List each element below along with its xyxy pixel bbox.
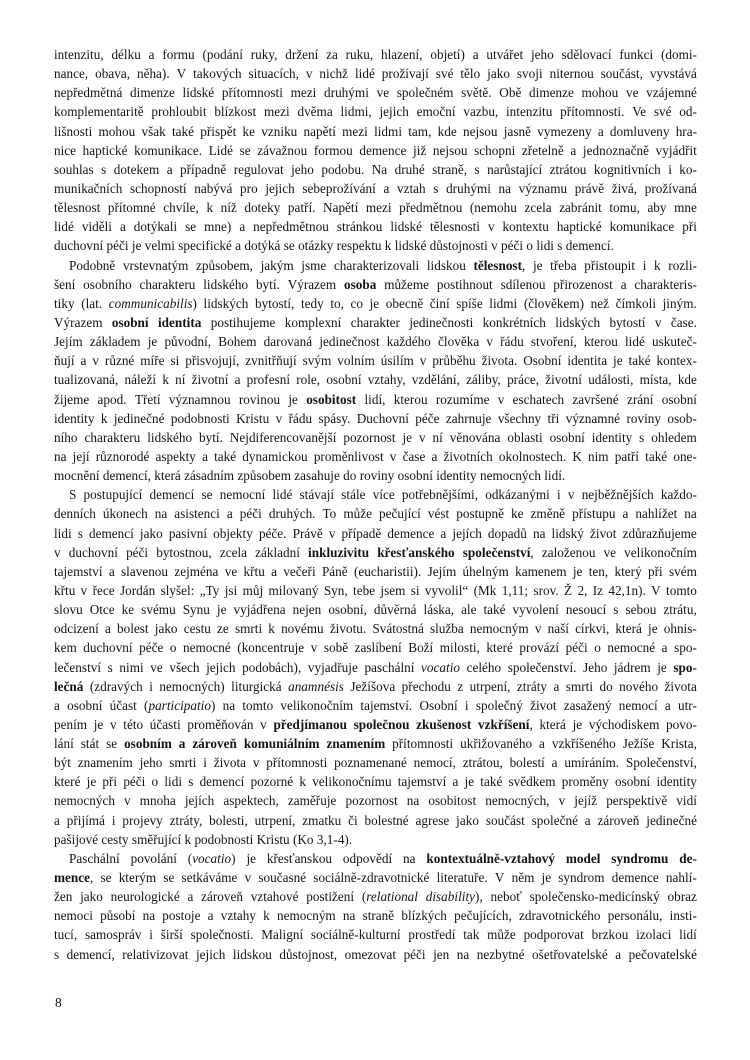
text-line: kem duchovní péče o nemocné (koncentruje v sobě zaslíbení Boží milosti, které provází péči o nemocné a spo- bbox=[54, 640, 697, 656]
text-line: lidi s demencí jako pasivní objekty péče. Právě v případě demence a jejích dopadů na lidský život zdůrazňujeme bbox=[54, 525, 697, 541]
text-line: tělesnost přítomné chvíle, k níž doteky patří. Napětí mezi předmětnou (nemohu zcela zabránit tomu, aby mne bbox=[54, 200, 697, 216]
text-line: v duchovní péči bytostnou, zcela základní inkluzivitu křesťanského společenství, založenou ve velikonočním bbox=[54, 544, 697, 560]
text-line: lečenství s nimi ve všech jejich podobách), vyjadřuje paschální vocatio celého společenství. Jeho jádrem je spo- bbox=[54, 659, 697, 675]
text-line: nance, obava, něha). V takových situacích, v nichž lidé prožívají své tělo jako svoji niternou součást, vyvstává bbox=[54, 66, 697, 82]
text-line: šení osobního charakteru lidského bytí. Výrazem osoba můžeme postihnout sdílenou přirozenost a charakteris- bbox=[54, 276, 697, 292]
text-line: odcizení a bolest jako cestu ze smrti k novému životu. Svátostná služba nemocným v naší církvi, která je ohnis- bbox=[54, 621, 697, 637]
text-line: lidé viděli a dotýkali se mne) a nepředmětnou stránkou lidské tělesnosti v kontextu haptické komunikace při bbox=[54, 219, 697, 235]
text-line: Podobně vrstevnatým způsobem, jakým jsme charakterizovali lidskou tělesnost, je třeba přistoupit i k rozli- bbox=[69, 257, 697, 273]
text-line: Paschální povolání (vocatio) je křesťanskou odpovědí na kontextuálně-vztahový model syndromu de- bbox=[69, 850, 697, 866]
text-line: tajemství a slavenou zejména ve křtu a večeři Páně (eucharistii). Jejím úhelným kamenem je ten, který při svém bbox=[54, 563, 697, 579]
text-line: žen jako neurologické a zároveň vztahové postižení (relational disability), neboť společensko-medicínský obraz bbox=[54, 889, 697, 905]
text-line: S postupující demencí se nemocní lidé stávají stále více potřebnějšími, odkázanými i v nejběžnějších každo- bbox=[69, 487, 697, 503]
text-line: souhlas s dotekem a případně regulovat jeho podobu. Na druhé straně, s narůstající ztrátou kognitivních i ko- bbox=[54, 161, 697, 177]
text-line: nice haptické komunikace. Lidé se závažnou formou demence již nejsou schopni zřetelně a jednoznačně vyjádřit bbox=[54, 142, 697, 158]
text-line: tualizovaná, náleží k ní životní a profesní role, osobní vztahy, vzdělání, záliby, práce, životní události, místa, kde bbox=[54, 372, 697, 388]
text-line: denních úkonech na asistenci a péči druhých. To může pečující vést postupně ke změně přístupu a nahlížet na bbox=[54, 506, 697, 522]
text-line: nemocných v mnoha jejích aspektech, zaměřuje pozornost na osobitost nemocných, v jejíž perspektivě vidí bbox=[54, 793, 697, 809]
text-line: mence, se kterým se setkáváme v současné sociálně-zdravotnické literatuře. V něm je syndrom demence nahlí- bbox=[54, 870, 697, 886]
text-line: duchovní péči je velmi specifické a dotýká se otázky respektu k lidské důstojnosti v péči o lidi s demencí. bbox=[54, 238, 614, 254]
text-line: ňují a v různé míře si přisvojují, zvnitřňují svým volním úsilím v průběhu života. Osobní identita je také kontex- bbox=[54, 353, 697, 369]
text-line: nemoci působí na postoje a vztahy k nemocným na straně blízkých pečujících, zdravotnického personálu, insti- bbox=[54, 908, 697, 924]
text-line: lečná (zdravých i nemocných) liturgická anamnésis Ježíšova přechodu z utrpení, ztráty a smrti do nového života bbox=[54, 678, 697, 694]
text-line: které je při péči o lidi s demencí pozorné k velikonočnímu tajemství a je také svědkem proměny osobní identity bbox=[54, 774, 697, 790]
text-line: Jejím základem je původní, Bohem darovaná jedinečnost každého člověka v řádu stvoření, kterou lidé uskuteč- bbox=[54, 334, 697, 350]
text-line: lišnosti mohou však také přispět ke vzniku napětí mezi lidmi tam, kde nejsou jasně vymezeny a domluveny hra- bbox=[54, 123, 697, 139]
text-line: tucí, samospráv i širší společnosti. Maligní sociálně-kulturní prostředí tak může podporovat brzkou izolaci lidí bbox=[54, 927, 697, 943]
text-line: mocnění demencí, která zásadním způsobem zasahuje do roviny osobní identity nemocných lidí. bbox=[54, 468, 566, 484]
text-line: pením je v této účasti proměňován v předjímanou společnou zkušenost vzkříšení, která je východiskem povo- bbox=[54, 716, 697, 732]
text-line: komplementaritě prohloubit blízkost mezi dvěma lidmi, jejich emoční vazbu, intenzitu přítomnosti. Ve své od- bbox=[54, 104, 697, 120]
page-number: 8 bbox=[55, 995, 62, 1010]
text-line: tiky (lat. communicabilis) lidských bytostí, tedy to, co je obecně činí spíše lidmi (člověkem) než čímkoli jiným. bbox=[54, 295, 697, 311]
body-text bbox=[54, 45, 697, 964]
text-line: lání stát se osobním a zároveň komuniálním znamením přítomnosti ukřižovaného a vzkříšeného Ježíše Krista, bbox=[54, 736, 697, 752]
text-line: Výrazem osobní identita postihujeme komplexní charakter jedinečnosti konkrétních lidských bytostí v čase. bbox=[54, 314, 697, 330]
text-line: na její různorodé aspekty a také dynamickou proměnlivost v čase a životních okolnostech. K nim patří také one- bbox=[54, 448, 697, 464]
text-line: identity k jedinečné podobnosti Kristu v řádu spásy. Duchovní péče zahrnuje všechny tři významné roviny osob- bbox=[54, 410, 697, 426]
text-line: žijeme apod. Třetí významnou rovinou je osobitost lidí, kterou rozumíme v eschatech završené zrání osobní bbox=[54, 391, 697, 407]
text-line: s demencí, relativizovat jejich lidskou důstojnost, omezovat péči jen na nezbytné ošetřovatelské a pečovatelské bbox=[54, 946, 697, 962]
text-line: nepředmětná dimenze lidské přítomnosti mezi druhými ve společném světě. Obě dimenze mohou ve vzájemné bbox=[54, 85, 697, 101]
text-line: munikačních schopností nabývá pro jejich sebeprožívání a vztah s druhými na významu právě živá, prožívaná bbox=[54, 180, 697, 196]
text-line: a osobní účast (participatio) na tomto velikonočním tajemství. Osobní i společný život zasažený nemocí a utr- bbox=[54, 697, 697, 713]
text-line: intenzitu, délku a formu (podání ruky, držení za ruku, hlazení, objetí) a utvářet jeho sdělovací funkci (domi- bbox=[54, 47, 697, 62]
text-line: ního charakteru lidského bytí. Nejdiferencovanější pozornost je v ní věnována oblasti osobní identity s ohledem bbox=[54, 429, 697, 445]
text-line: pašijové cesty směřující k podobnosti Kristu (Ko 3,1-4). bbox=[54, 831, 353, 847]
text-line: křtu v řece Jordán slyšel: „Ty jsi můj milovaný Syn, tebe jsem si vyvolil“ (Mk 1,11; srov. Ž 2, Iz 42,1n). V tomto bbox=[54, 582, 697, 598]
text-line: a přijímá i projevy ztráty, bolesti, utrpení, zmatku či bolestné agrese jako součást společné a zároveň jedinečné bbox=[54, 812, 697, 828]
text-line: být znamením jeho smrti i života v přítomnosti poznamenané nemocí, ztrátou, bolestí a umíráním. Společenství, bbox=[54, 755, 697, 771]
text-line: slovu Otce ke svému Synu je vyjádřena nejen osobní, důvěrná láska, ale také vyvolení nesoucí s sebou ztrátu, bbox=[54, 602, 697, 618]
